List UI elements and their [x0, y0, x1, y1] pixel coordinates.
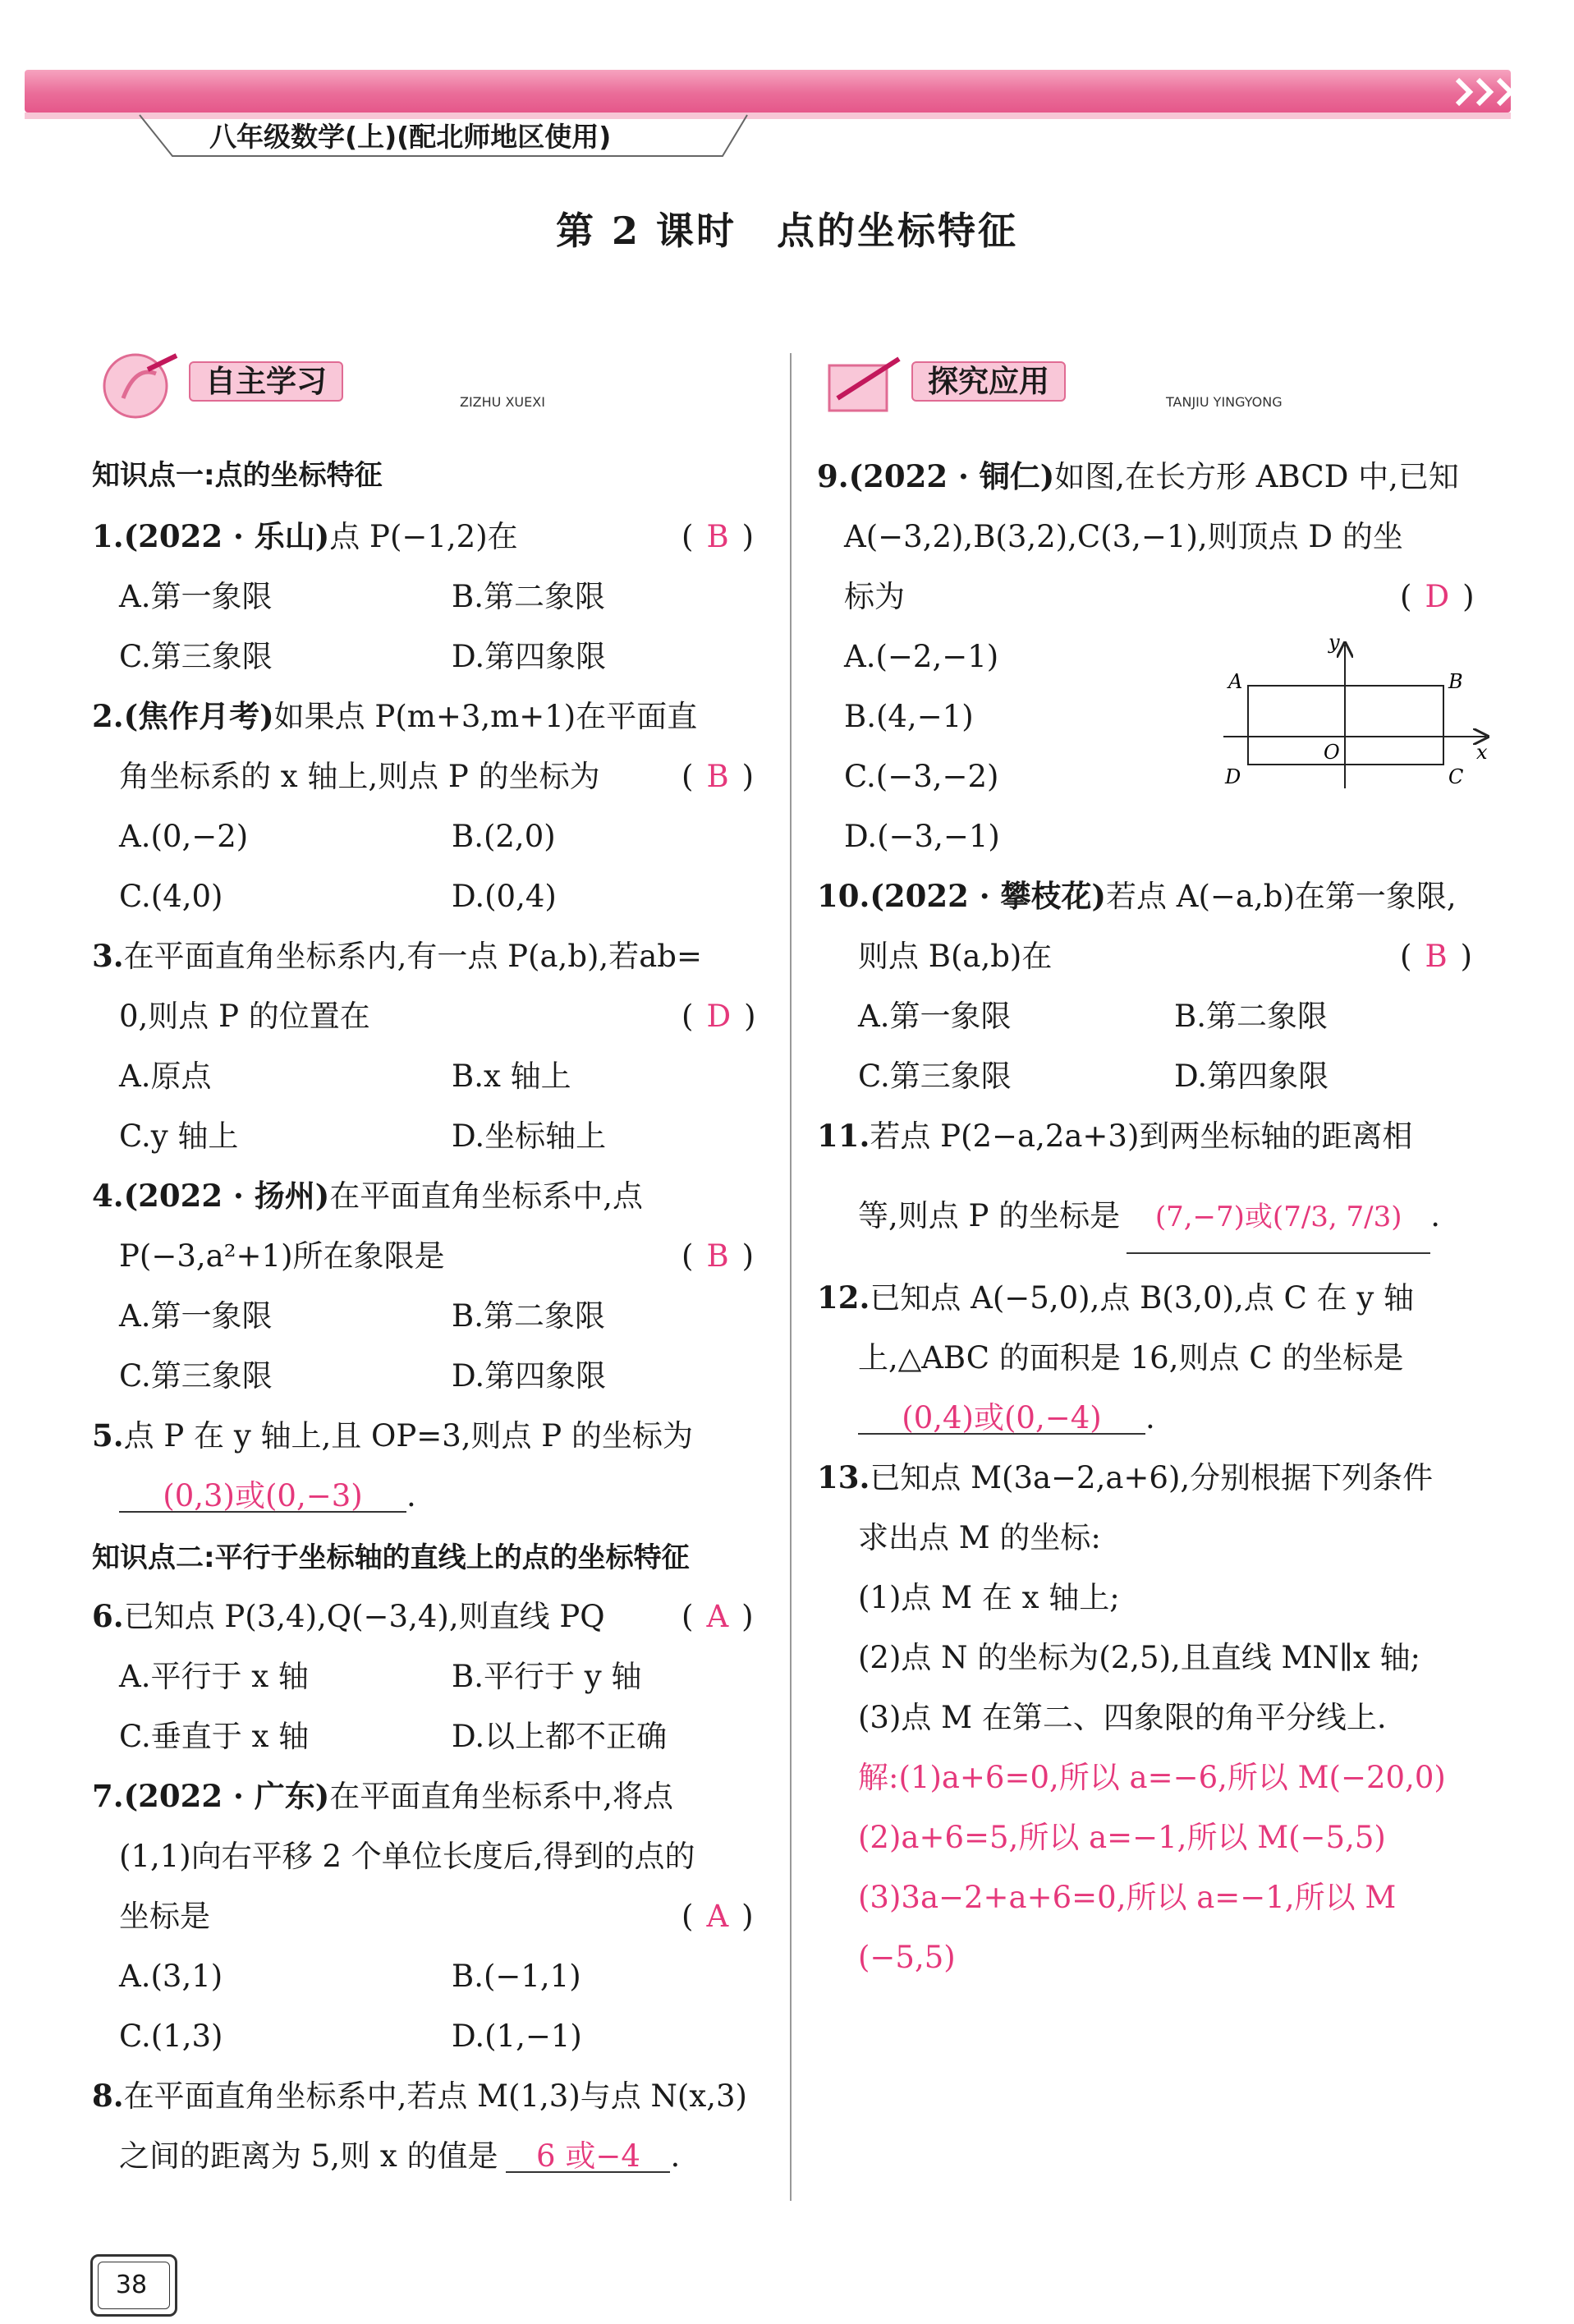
- option: C.第三象限: [119, 639, 273, 674]
- label-b: B: [1448, 670, 1463, 693]
- option: B.(4,−1): [844, 699, 974, 734]
- option: C.y 轴上: [119, 1118, 239, 1154]
- option: C.第三象限: [858, 1059, 1012, 1094]
- solution-line: 解:(1)a+6=0,所以 a=−6,所以 M(−20,0): [858, 1760, 1446, 1795]
- option: D.(1,−1): [452, 2019, 582, 2054]
- solution-line: (−5,5): [858, 1940, 956, 1975]
- answer-bracket: ( B ): [681, 759, 755, 794]
- question-text: 角坐标系的 x 轴上,则点 P 的坐标为: [119, 759, 600, 794]
- label-x: x: [1476, 741, 1488, 764]
- label-a: A: [1228, 670, 1243, 693]
- question-11: 11.若点 P(2−a,2a+3)到两坐标轴的距离相: [817, 1118, 1413, 1154]
- option: A.第一象限: [858, 999, 1012, 1034]
- option: C.(4,0): [119, 879, 223, 914]
- question-text: 求出点 M 的坐标:: [858, 1520, 1101, 1555]
- pen-icon: [99, 349, 189, 423]
- chevrons-icon: [1453, 76, 1527, 108]
- section-sub: TANJIU YINGYONG: [1166, 394, 1283, 410]
- rectangle-figure: [1215, 632, 1511, 797]
- option: C.(−3,−2): [844, 759, 999, 794]
- condition: (3)点 M 在第二、四象限的角平分线上.: [858, 1700, 1387, 1735]
- option: D.坐标轴上: [452, 1118, 607, 1154]
- question-2: 2.(焦作月考)如果点 P(m+3,m+1)在平面直: [92, 698, 698, 734]
- option: B.x 轴上: [452, 1059, 571, 1094]
- option: A.(−2,−1): [844, 639, 999, 674]
- option: B.第二象限: [452, 1298, 605, 1334]
- question-text: 标为: [844, 579, 905, 614]
- option: C.垂直于 x 轴: [119, 1719, 310, 1754]
- question-4: 4.(2022 · 扬州)在平面直角坐标系中,点: [92, 1178, 644, 1214]
- question-3: 3.在平面直角坐标系内,有一点 P(a,b),若ab=: [92, 938, 702, 974]
- answer-bracket: ( D ): [1400, 579, 1475, 614]
- option: C.(1,3): [119, 2019, 223, 2054]
- label-y: y: [1328, 632, 1340, 654]
- knowledge-point-1: 知识点一:点的坐标特征: [92, 459, 383, 492]
- page-number: 38: [115, 2271, 148, 2299]
- fill-answer: 等,则点 P 的坐标是 (7,−7)或(7/3, 7/3) .: [858, 1201, 1440, 1254]
- condition: (1)点 M 在 x 轴上;: [858, 1580, 1120, 1615]
- section-sub: ZIZHU XUEXI: [460, 394, 545, 410]
- option: A.平行于 x 轴: [119, 1659, 309, 1694]
- lesson-title: 第 2 课时 点的坐标特征: [555, 209, 1019, 253]
- fill-answer: (0,3)或(0,−3) .: [119, 1481, 416, 1513]
- pen-notebook-icon: [821, 349, 911, 423]
- question-5: 5.点 P 在 y 轴上,且 OP=3,则点 P 的坐标为: [92, 1417, 693, 1454]
- question-text: 坐标是: [119, 1899, 210, 1934]
- answer-bracket: ( B ): [681, 519, 755, 554]
- fill-answer: (0,4)或(0,−4) .: [858, 1403, 1155, 1435]
- option: D.第四象限: [452, 639, 607, 674]
- question-text: 0,则点 P 的位置在: [119, 999, 370, 1034]
- knowledge-point-2: 知识点二:平行于坐标轴的直线上的点的坐标特征: [92, 1541, 690, 1574]
- solution-line: (2)a+6=5,所以 a=−1,所以 M(−5,5): [858, 1820, 1386, 1855]
- section-label: 自主学习: [189, 361, 343, 402]
- option: A.(3,1): [119, 1959, 223, 1994]
- section-label: 探究应用: [911, 361, 1066, 402]
- question-10: 10.(2022 · 攀枝花)若点 A(−a,b)在第一象限,: [817, 878, 1457, 914]
- option: B.第二象限: [452, 579, 605, 614]
- option: A.原点: [119, 1059, 212, 1094]
- option: B.第二象限: [1174, 999, 1328, 1034]
- question-text: 上,△ABC 的面积是 16,则点 C 的坐标是: [858, 1340, 1404, 1376]
- label-o: O: [1324, 741, 1340, 764]
- question-text: A(−3,2),B(3,2),C(3,−1),则顶点 D 的坐: [844, 519, 1403, 554]
- answer-bracket: ( A ): [681, 1599, 754, 1634]
- answer-bracket: ( D ): [681, 999, 756, 1034]
- question-9: 9.(2022 · 铜仁)如图,在长方形 ABCD 中,已知: [817, 458, 1459, 494]
- question-text: P(−3,a²+1)所在象限是: [119, 1238, 445, 1274]
- book-subtitle: 八年级数学(上)(配北师地区使用): [209, 121, 612, 153]
- answer-bracket: ( B ): [681, 1238, 755, 1274]
- option: B.(−1,1): [452, 1959, 581, 1994]
- question-text: 则点 B(a,b)在: [858, 939, 1053, 974]
- option: B.平行于 y 轴: [452, 1659, 642, 1694]
- question-8: 8.在平面直角坐标系中,若点 M(1,3)与点 N(x,3): [92, 2078, 747, 2114]
- column-divider: [790, 353, 792, 2201]
- option: D.第四象限: [452, 1358, 607, 1394]
- option: A.(0,−2): [119, 819, 249, 854]
- option: C.第三象限: [119, 1358, 273, 1394]
- option: A.第一象限: [119, 1298, 273, 1334]
- question-6: 6.已知点 P(3,4),Q(−3,4),则直线 PQ: [92, 1598, 605, 1634]
- question-7: 7.(2022 · 广东)在平面直角坐标系中,将点: [92, 1778, 674, 1814]
- fill-answer: 之间的距离为 5,则 x 的值是 6 或−4 .: [119, 2138, 681, 2174]
- answer-bracket: ( B ): [1400, 939, 1473, 974]
- answer-bracket: ( A ): [681, 1899, 754, 1934]
- solution-line: (3)3a−2+a+6=0,所以 a=−1,所以 M: [858, 1880, 1397, 1915]
- option: D.(0,4): [452, 879, 557, 914]
- header-band: [25, 70, 1511, 113]
- question-12: 12.已知点 A(−5,0),点 B(3,0),点 C 在 y 轴: [817, 1279, 1415, 1316]
- question-1: 1.(2022 · 乐山)点 P(−1,2)在: [92, 518, 518, 554]
- label-c: C: [1448, 765, 1464, 788]
- option: D.第四象限: [1174, 1059, 1329, 1094]
- question-13: 13.已知点 M(3a−2,a+6),分别根据下列条件: [817, 1459, 1434, 1495]
- option: D.(−3,−1): [844, 819, 1000, 854]
- option: A.第一象限: [119, 579, 273, 614]
- condition: (2)点 N 的坐标为(2,5),且直线 MN∥x 轴;: [858, 1640, 1420, 1675]
- label-d: D: [1225, 765, 1241, 788]
- option: B.(2,0): [452, 819, 556, 854]
- option: D.以上都不正确: [452, 1719, 668, 1754]
- question-text: (1,1)向右平移 2 个单位长度后,得到的点的: [119, 1839, 695, 1874]
